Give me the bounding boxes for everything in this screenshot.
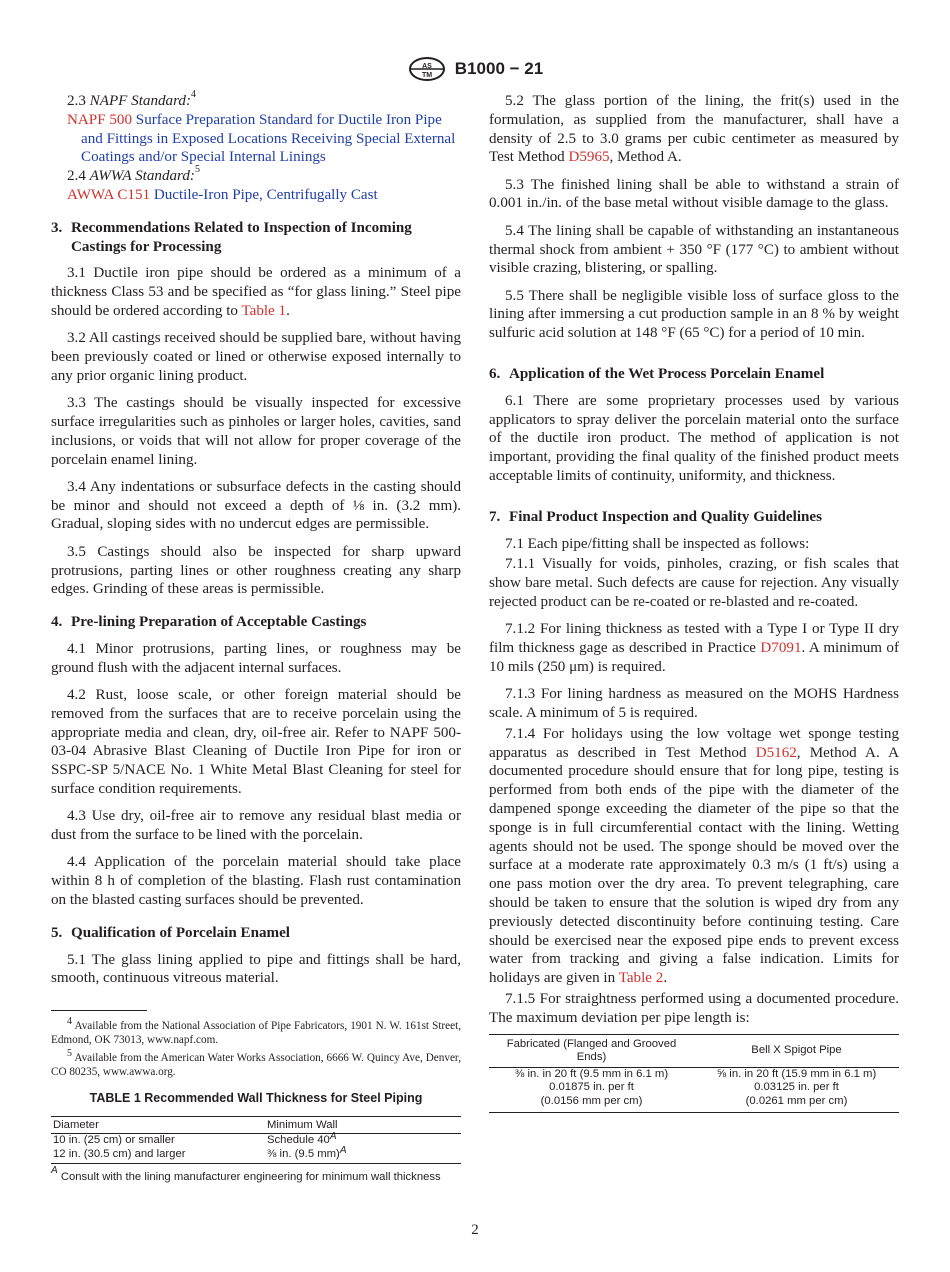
d5162-link[interactable]: D5162 — [755, 744, 797, 761]
table-cell: (0.0261 mm per cm) — [694, 1095, 899, 1112]
right-column — [489, 92, 899, 1113]
table-row — [489, 1095, 899, 1112]
astm-logo-icon — [407, 56, 447, 82]
para-3-2: 3.2 All castings received should be supplied bare, without having been previously coated or lined or otherwise exposed internally to any prior organic lining product. — [51, 330, 461, 384]
table-cell: ⅜ in. in 20 ft (9.5 mm in 6.1 m) — [514, 1067, 669, 1080]
section-2-3-heading: 2.3 NAPF Standard:$^4$ — [67, 89, 196, 109]
para-4-2: 4.2 Rust, loose scale, or other foreign material should be removed from the surfaces that are to receive porcelain using the appropriate media and clean, dry, oil-free air. Refer to NAPF 500-03-04 Abrasive Blast Cleaning of Ductile Iron Pipe for iron or SSPC-SP 5/NACE No. 1 White Metal Blast Cleaning for steel for surface condition requirements. — [51, 687, 461, 797]
table-1 — [51, 1116, 461, 1165]
para-3-3: 3.3 The castings should be visually inspected for excessive surface irregularities such as pinholes or larger holes, cavities, sand inclusions, or voids that will not allow for proper coverage of the porcelain enamel lining. — [51, 395, 461, 468]
table-header-cell: Fabricated (Flanged and Grooved Ends) — [489, 1034, 694, 1067]
para-7-1-3: 7.1.3 For lining hardness as measured on the MOHS Hardness scale. A minimum of 5 is required. — [489, 686, 899, 722]
table-cell: 0.03125 in. per ft — [754, 1081, 839, 1094]
para-7-1-2: 7.1.2 For lining thickness as tested with a Type I or Type II dry film thickness gage as described in Practice D7091. A minimum of 10 mils (250 μm) is required. — [489, 621, 899, 675]
table-row — [489, 1081, 899, 1095]
page-number: 2 — [471, 1222, 479, 1238]
napf-500-link[interactable]: NAPF 500 — [67, 111, 133, 128]
table-1-note: $^A$ Consult with the lining manufacturer engineering for minimum wall thickness — [51, 1165, 441, 1184]
footnote-4: $^4$ Available from the National Association of Pipe Fabricators, 1901 N. W. 161st Street, Edmond, OK 73013, www.napf.com. — [51, 1016, 461, 1047]
table-header-cell: Minimum Wall — [265, 1116, 461, 1134]
table-1-link[interactable]: Table 1 — [241, 302, 287, 319]
para-3-1: 3.1 Ductile iron pipe should be ordered as a minimum of a thickness Class 53 and be specified as “for glass lining.” Steel pipe should be ordered according to Table 1. — [51, 265, 461, 319]
table-cell: Schedule $40^A$ — [267, 1131, 337, 1147]
para-4-4: 4.4 Application of the porcelain material should take place within 8 h of completion of the blasting. Flash rust contamination on the blasted casting surfaces should be prevented. — [51, 854, 461, 908]
straightness-table — [489, 1034, 899, 1113]
para-4-1: 4.1 Minor protrusions, parting lines, or roughness may be ground flush with the adjacent internal surfaces. — [51, 640, 461, 676]
section-4-heading: 4. Pre-lining Preparation of Acceptable Castings — [51, 614, 367, 631]
table-2-link[interactable]: Table 2 — [618, 970, 664, 987]
footnote-divider — [51, 1010, 147, 1011]
para-6-1: 6.1 There are some proprietary processes used by various applicators to spray deliver the porcelain material onto the surface of the ductile iron product. The method of application is not important, providing the final quality of the finished product meets acceptable limits of continuity, uniformity, and thickness. — [489, 392, 899, 485]
awwa-c151-link[interactable]: AWWA C151 — [67, 186, 151, 203]
table-row — [51, 1148, 461, 1164]
para-5-3: 5.3 The finished lining shall be able to withstand a strain of 0.001 in./in. of the base metal without visible damage to the glass. — [489, 176, 899, 212]
table-cell: 10 in. (25 cm) or smaller — [53, 1134, 175, 1147]
napf-500-title-link[interactable]: Surface Preparation Standard for Ductile Iron Pipe and Fittings in Exposed Locations Receiving Special External Coatings and/or Special Internal Linings — [81, 111, 456, 166]
table-header-cell: Bell X Spigot Pipe — [694, 1034, 899, 1067]
table-cell: ⅝ in. in 20 ft (15.9 mm in 6.1 m) — [716, 1067, 877, 1080]
d7091-link[interactable]: D7091 — [760, 640, 802, 657]
para-4-3: 4.3 Use dry, oil-free air to remove any residual blast media or dust from the surface to be lined with the porcelain. — [51, 808, 461, 844]
ref-napf-500 — [51, 111, 461, 167]
para-5-5: 5.5 There shall be negligible visible loss of surface gloss to the lining after immersing a cut production sample in an 8 % by weight sulfuric acid solution at 148 °F (65 °C) for a period of 10 min. — [489, 287, 899, 342]
footnote-5: $^5$ Available from the American Water Works Association, 6666 W. Quincy Ave, Denver, CO 80235, www.awwa.org. — [51, 1047, 461, 1078]
table-cell: 12 in. (30.5 cm) and larger — [51, 1148, 265, 1164]
ref-awwa-c151 — [51, 186, 461, 205]
para-7-1-5: 7.1.5 For straightness performed using a documented procedure. The maximum deviation per pipe length is: — [489, 990, 899, 1026]
section-5-heading: 5. Qualification of Porcelain Enamel — [51, 924, 290, 941]
table-cell: ⅜ in. (9.5 mm)$^A$ — [265, 1148, 461, 1164]
svg-text:AS: AS — [421, 63, 432, 70]
para-5-1: 5.1 The glass lining applied to pipe and fittings shall be hard, smooth, continuous vitreous material. — [51, 951, 461, 987]
svg-text:TM: TM — [421, 72, 432, 79]
d5965-link[interactable]: D5965 — [568, 149, 610, 166]
section-3-heading: 3. Recommendations Related to Inspection of Incoming Castings for Processing — [51, 219, 412, 255]
left-column — [51, 89, 461, 1187]
para-7-1-4: 7.1.4 For holidays using the low voltage wet sponge testing apparatus as described in Test Method D5162, Method A. A documented procedure should ensure that for long pipe, testing is performed from both ends of the pipe with the diameter of the dampened sponge exceeding the diameter of the pipe so that the sponge is in full circumferential contact with the lining. Wetting agents should not be used. The sponge should be moved over the surface at a moderate rate approximately 0.3 m/s (1 ft/s) using a one pass motion over the dry area. To prevent telegraphing, care should be taken to ensure that the solution is wiped dry from any previously detected discontinuity before continuing testing. Care should be exercised near the exposed pipe ends to prevent excess water from tracking and giving a false indication. Limits for holidays are given in Table 2. — [489, 725, 899, 987]
para-5-4: 5.4 The lining shall be capable of withstanding an instantaneous thermal shock from ambient + 350 °F (177 °C) to ambient without visible crazing, blistering, or spalling. — [489, 222, 899, 277]
table-cell: 0.01875 in. per ft — [549, 1081, 634, 1094]
table-header-row — [489, 1034, 899, 1067]
page-header — [0, 56, 950, 86]
para-3-4: 3.4 Any indentations or subsurface defects in the casting should be minor and should not exceed a depth of ⅛ in. (3.2 mm). Gradual, sloping sides with no undercut edges are permissible. — [51, 478, 461, 533]
para-3-5: 3.5 Castings should also be inspected for sharp upward protrusions, parting lines or other roughness creating any sharp edges. Grinding of these areas is permissible. — [51, 543, 461, 598]
section-6-heading: 6. Application of the Wet Process Porcelain Enamel — [489, 366, 825, 383]
standard-designation: B1000 − 21 — [454, 59, 544, 78]
table-row — [489, 1067, 899, 1081]
para-7-1: 7.1 Each pipe/fitting shall be inspected as follows: — [505, 535, 810, 552]
awwa-c151-title-link[interactable]: Ductile-Iron Pipe, Centrifugally Cast — [153, 186, 378, 203]
table-header-cell: Diameter — [51, 1116, 265, 1134]
para-7-1-1: 7.1.1 Visually for voids, pinholes, crazing, or fish scales that show bare metal. Such defects are cause for rejection. Any visually rejected product can be re-coated or re-blasted and re-coated. — [489, 556, 899, 611]
section-2-4-heading: 2.4 AWWA Standard:$^5$ — [67, 164, 200, 185]
table-1-title: TABLE 1 Recommended Wall Thickness for Steel Piping — [89, 1090, 423, 1105]
para-5-2: 5.2 The glass portion of the lining, the frit(s) used in the formulation, as supplied from the manufacturer, shall have a density of 2.5 to 3.0 grams per cubic centimeter as measured by Test Method D5965, Method A. — [489, 93, 899, 166]
table-header-row — [51, 1116, 461, 1134]
table-row — [51, 1134, 461, 1148]
section-7-heading: 7. Final Product Inspection and Quality Guidelines — [489, 508, 822, 525]
table-cell: (0.0156 mm per cm) — [489, 1095, 694, 1112]
